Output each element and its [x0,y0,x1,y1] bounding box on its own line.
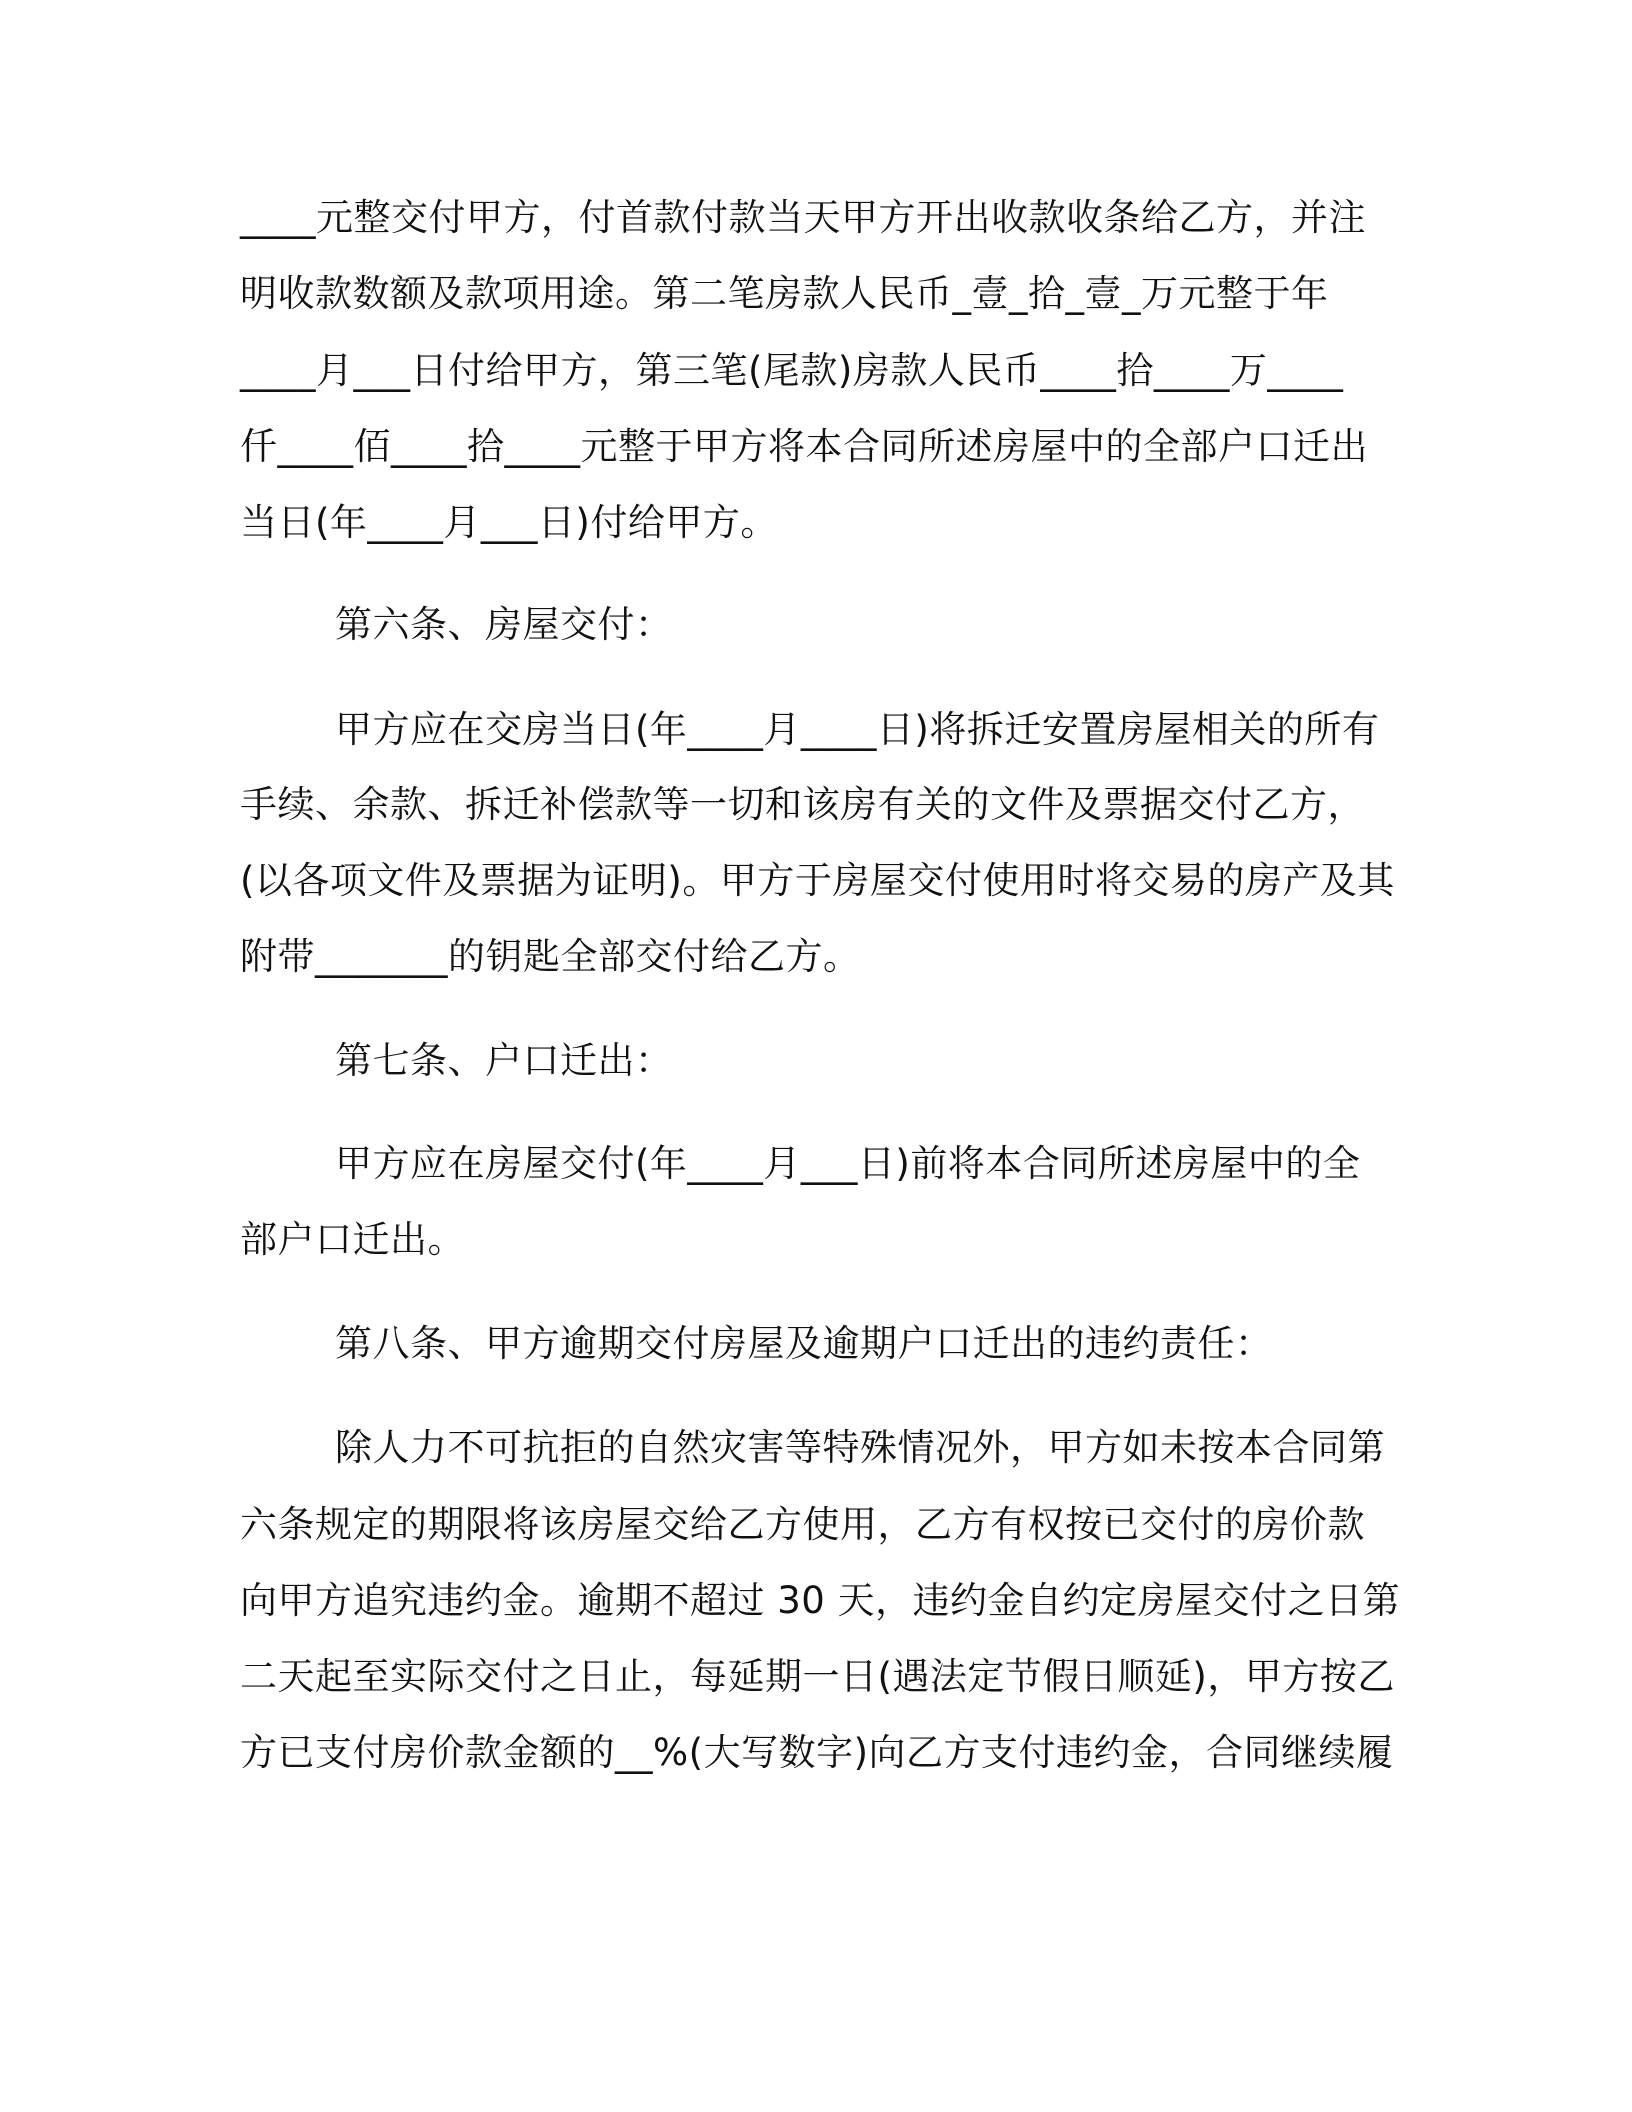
paragraph-line: 手续、余款、拆迁补偿款等一切和该房有关的文件及票据交付乙方， [240,783,1365,826]
paragraph-line: 仟____佰____拾____元整于甲方将本合同所述房屋中的全部户口迁出 [240,425,1368,468]
paragraph-line: 甲方应在交房当日(年____月____日)将拆迁安置房屋相关的所有 [335,708,1380,751]
paragraph-line: 附带_______的钥匙全部交付给乙方。 [240,935,861,978]
paragraph-line: ____月___日付给甲方，第三笔(尾款)房款人民币____拾____万____ [240,349,1344,392]
paragraph-line: 六条规定的期限将该房屋交给乙方使用，乙方有权按已交付的房价款 [240,1503,1365,1546]
paragraph-line: 方已支付房价款金额的__%(大写数字)向乙方支付违约金，合同继续履 [240,1731,1394,1774]
article-7-heading: 第七条、户口迁出： [335,1039,673,1082]
paragraph-line: 部户口迁出。 [240,1218,465,1261]
paragraph-line: ____元整交付甲方，付首款付款当天甲方开出收款收条给乙方，并注 [240,196,1366,239]
article-6-heading: 第六条、房屋交付： [335,603,673,646]
paragraph-line: (以各项文件及票据为证明)。甲方于房屋交付使用时将交易的房产及其 [240,859,1395,902]
paragraph-line: 明收款数额及款项用途。第二笔房款人民币_壹_拾_壹_万元整于年 [240,272,1329,315]
paragraph-line: 二天起至实际交付之日止，每延期一日(遇法定节假日顺延)，甲方按乙 [240,1655,1395,1698]
article-8-heading: 第八条、甲方逾期交付房屋及逾期户口迁出的违约责任： [335,1322,1273,1365]
paragraph-line: 除人力不可抗拒的自然灾害等特殊情况外，甲方如未按本合同第 [335,1426,1385,1469]
paragraph-line: 当日(年____月___日)付给甲方。 [240,501,778,544]
paragraph-line: 向甲方追究违约金。逾期不超过 30 天，违约金自约定房屋交付之日第 [240,1579,1401,1622]
paragraph-line: 甲方应在房屋交付(年____月___日)前将本合同所述房屋中的全 [335,1142,1361,1185]
